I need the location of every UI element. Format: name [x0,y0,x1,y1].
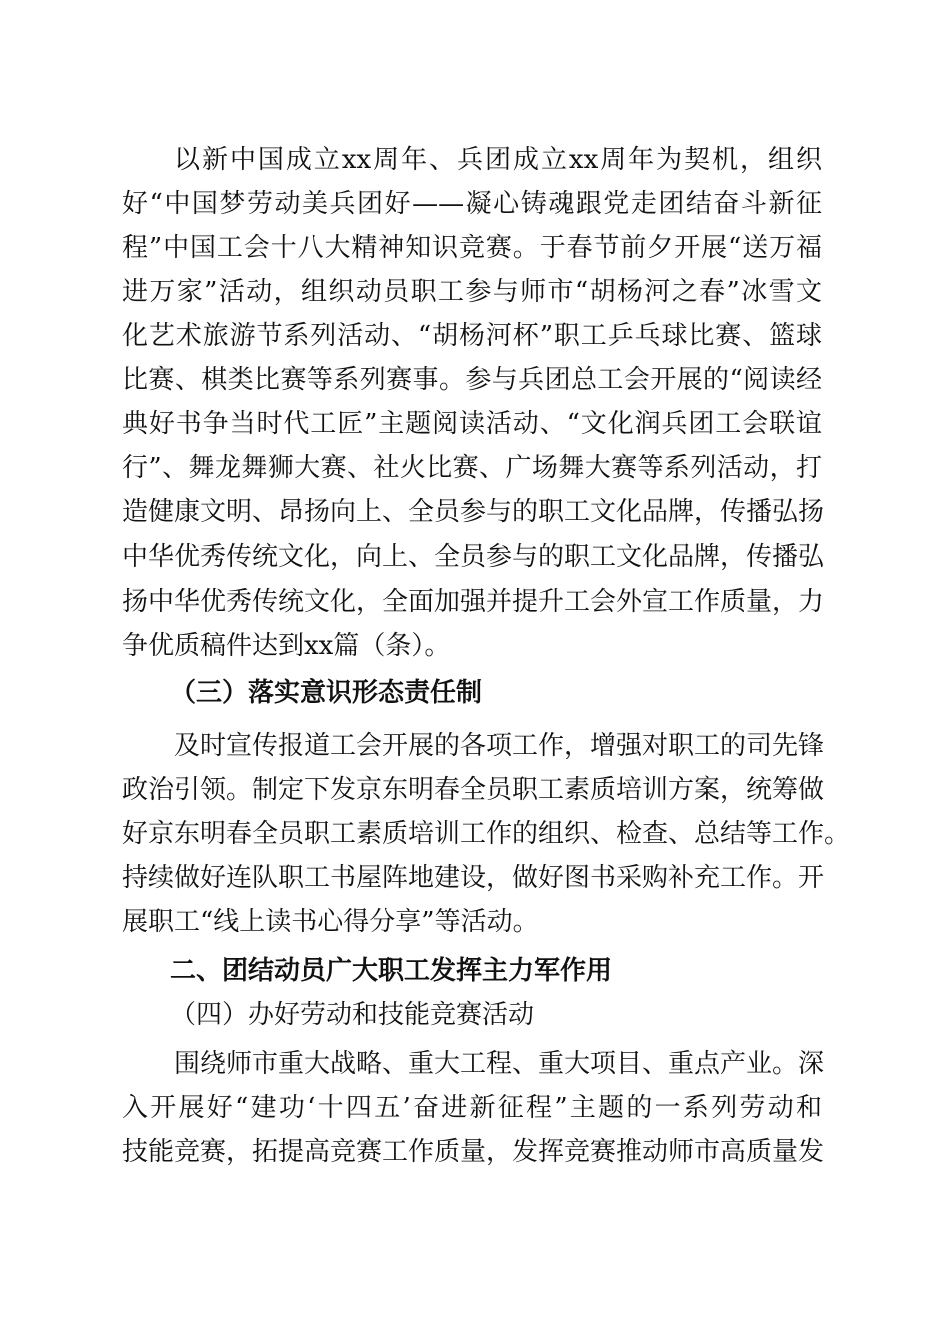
paragraph-1-line-7: 典好书争当时代工匠”主题阅读活动、“文化润兵团工会联谊 [122,409,822,439]
paragraph-3-line-3: 技能竞赛，拓提高竞赛工作质量，发挥竞赛推动师市高质量发 [122,1137,825,1167]
paragraph-1-line-6: 比赛、棋类比赛等系列赛事。参与兵团总工会开展的“阅读经 [122,365,822,395]
paragraph-1-line-12: 争优质稿件达到xx篇（条）。 [122,631,451,661]
paragraph-1-line-5: 化艺术旅游节系列活动、“胡杨河杯”职工乒乓球比赛、篮球 [122,321,822,351]
subheading-4: （四）办好劳动和技能竞赛活动 [170,1000,535,1030]
paragraph-3-line-1: 围绕师市重大战略、重大工程、重大项目、重点产业。深 [174,1049,825,1079]
paragraph-3-line-2: 入开展好“建功‘十四五’奋进新征程”主题的一系列劳动和 [122,1093,822,1123]
subheading-3: （三）落实意识形态责任制 [170,678,483,708]
paragraph-1-line-9: 造健康文明、昂扬向上、全员参与的职工文化品牌，传播弘扬 [122,497,825,527]
paragraph-1-line-10: 中华优秀传统文化，向上、全员参与的职工文化品牌，传播弘 [122,542,825,572]
paragraph-1-line-11: 扬中华优秀传统文化，全面加强并提升工会外宣工作质量，力 [122,587,825,617]
paragraph-2-line-4: 持续做好连队职工书屋阵地建设，做好图书采购补充工作。开 [122,863,825,893]
paragraph-1-line-4: 进万家”活动，组织动员职工参与师市“胡杨河之春”冰雪文 [122,277,822,307]
heading-2: 二、团结动员广大职工发挥主力军作用 [170,956,613,986]
paragraph-2-line-2: 政治引领。制定下发京东明春全员职工素质培训方案，统筹做 [122,775,825,805]
paragraph-1-line-3: 程”中国工会十八大精神知识竞赛。于春节前夕开展“送万福 [122,233,822,263]
paragraph-1-line-1: 以新中国成立xx周年、兵团成立xx周年为契机，组织 [174,145,822,175]
paragraph-1-line-2: 好“中国梦劳动美兵团好——凝心铸魂跟党走团结奋斗新征 [122,189,822,219]
paragraph-2-line-5: 展职工“线上读书心得分享”等活动。 [122,907,539,937]
paragraph-2-line-3: 好京东明春全员职工素质培训工作的组织、检查、总结等工作。 [122,819,851,849]
paragraph-1-line-8: 行”、舞龙舞狮大赛、社火比赛、广场舞大赛等系列活动，打 [122,453,822,483]
paragraph-2-line-1: 及时宣传报道工会开展的各项工作，增强对职工的司先锋 [174,731,825,761]
